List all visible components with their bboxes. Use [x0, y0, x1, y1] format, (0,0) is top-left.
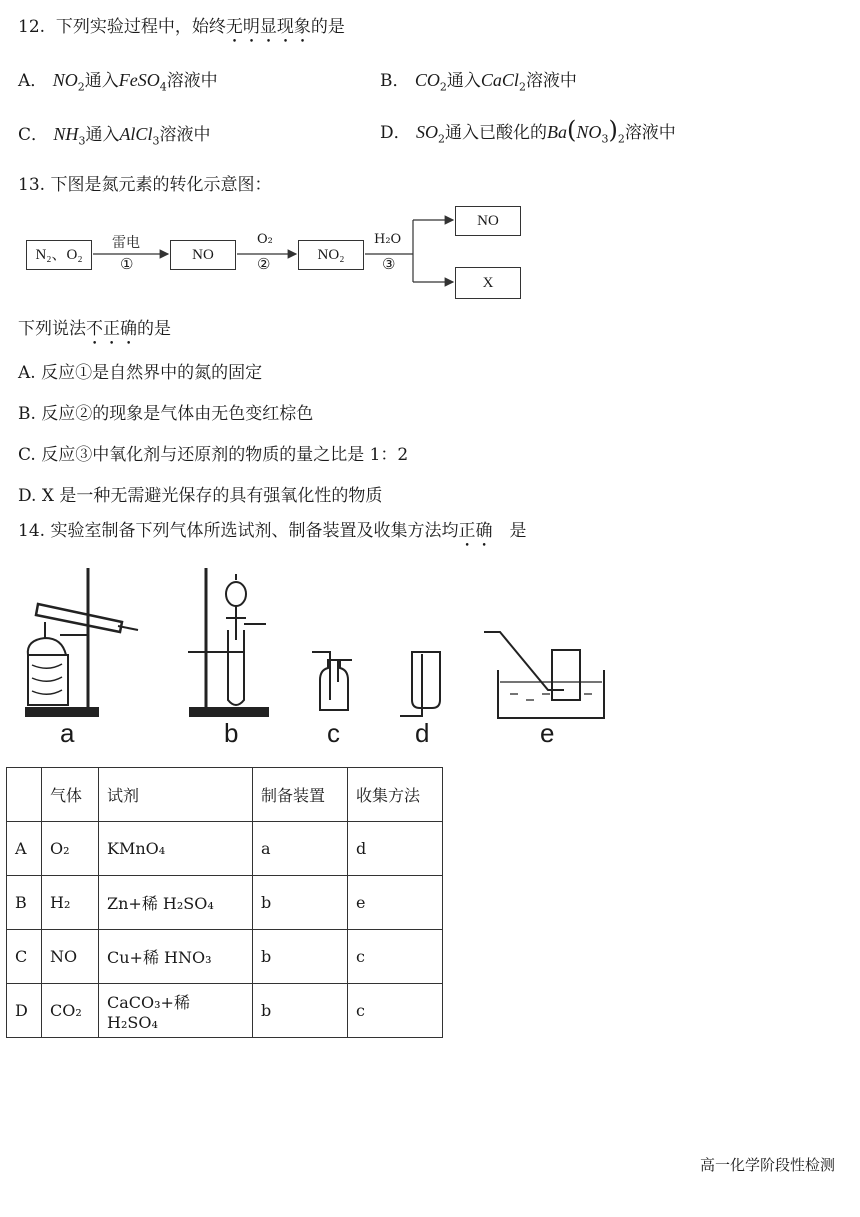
q13-option-a[interactable]: A. 反应①是自然界中的氮的固定 — [18, 363, 263, 383]
table-cell: a — [253, 822, 348, 876]
q13-option-d[interactable]: D. X 是一种无需避光保存的具有强氧化性的物质 — [18, 486, 383, 506]
table-cell: e — [348, 876, 443, 930]
table-cell: D — [7, 984, 42, 1038]
diagram-box-no: NO — [170, 240, 236, 270]
apparatus-figure — [0, 560, 620, 760]
arrow3-label-top: H₂O — [374, 232, 402, 247]
q14-stem: 14. 实验室制备下列气体所选试剂、制备装置及收集方法均正确 是 — [18, 521, 527, 541]
apparatus-label-d: d — [415, 718, 430, 748]
table-row — [7, 984, 443, 1038]
q14-table — [6, 767, 443, 1038]
arrow2-label-top: O₂ — [257, 232, 273, 247]
table-header-row — [7, 768, 443, 822]
table-cell: NO — [42, 930, 99, 984]
table-header-cell: 收集方法 — [348, 768, 443, 822]
diagram-arrows — [0, 200, 540, 310]
table-cell: Zn+稀 H₂SO₄ — [99, 876, 253, 930]
table-cell: C — [7, 930, 42, 984]
q12-option-c[interactable]: C． $NH_3$通入AlCl$_3$溶液中 — [18, 124, 211, 148]
q12-option-a[interactable]: A． $NO_2$通入FeSO$_4$溶液中 — [18, 70, 218, 94]
page-footer: 高一化学阶段性检测 — [700, 1156, 836, 1174]
table-row — [7, 822, 443, 876]
table-header-cell: 制备装置 — [253, 768, 348, 822]
apparatus-b — [188, 568, 268, 716]
q12-option-b[interactable]: B． $CO_2$通入CaCl$_2$溶液中 — [380, 70, 577, 94]
arrow3-label-bottom: ③ — [382, 255, 396, 273]
q13-option-b[interactable]: B. 反应②的现象是气体由无色变红棕色 — [18, 404, 314, 424]
table-cell: KMnO₄ — [99, 822, 253, 876]
diagram-box-no-product: NO — [455, 206, 521, 236]
apparatus-c — [312, 652, 352, 710]
apparatus-label-b: b — [224, 718, 239, 748]
table-cell: c — [348, 984, 443, 1038]
table-cell: B — [7, 876, 42, 930]
table-cell: Cu+稀 HNO₃ — [99, 930, 253, 984]
table-cell: H₂ — [42, 876, 99, 930]
table-cell: b — [253, 984, 348, 1038]
apparatus-label-a: a — [60, 718, 75, 748]
diagram-box-x: X — [455, 267, 521, 299]
table-header-cell: 气体 — [42, 768, 99, 822]
table-row — [7, 876, 443, 930]
arrow1-label-top: 雷电 — [112, 235, 140, 251]
table-cell: A — [7, 822, 42, 876]
table-cell: O₂ — [42, 822, 99, 876]
table-cell: CaCO₃+稀 H₂SO₄ — [99, 984, 253, 1038]
table-cell: b — [253, 876, 348, 930]
table-cell: b — [253, 930, 348, 984]
q13-option-c[interactable]: C. 反应③中氧化剂与还原剂的物质的量之比是 1：2 — [18, 445, 409, 465]
table-header-cell — [7, 768, 42, 822]
q12-option-d[interactable]: D． $SO_2$通入已酸化的$Ba(NO_3)_2$溶液中 — [380, 116, 676, 146]
diagram-box-no2: NO₂ — [298, 240, 364, 270]
arrow1-label-bottom: ① — [120, 255, 134, 273]
apparatus-e — [484, 632, 604, 718]
diagram-box-n2-o2: N₂、O₂ — [26, 240, 92, 270]
apparatus-label-c: c — [327, 718, 340, 748]
apparatus-label-e: e — [540, 718, 555, 748]
table-cell: c — [348, 930, 443, 984]
q12-stem: 12. 下列实验过程中，始终无明显现象的是 — [18, 17, 345, 37]
table-row — [7, 930, 443, 984]
arrow2-label-bottom: ② — [257, 255, 271, 273]
q13-question: 下列说法不正确的是 — [18, 319, 171, 339]
q13-stem: 13. 下图是氮元素的转化示意图： — [18, 175, 272, 195]
apparatus-d — [400, 652, 440, 716]
apparatus-a — [26, 568, 138, 716]
table-cell: d — [348, 822, 443, 876]
table-cell: CO₂ — [42, 984, 99, 1038]
table-header-cell: 试剂 — [99, 768, 253, 822]
